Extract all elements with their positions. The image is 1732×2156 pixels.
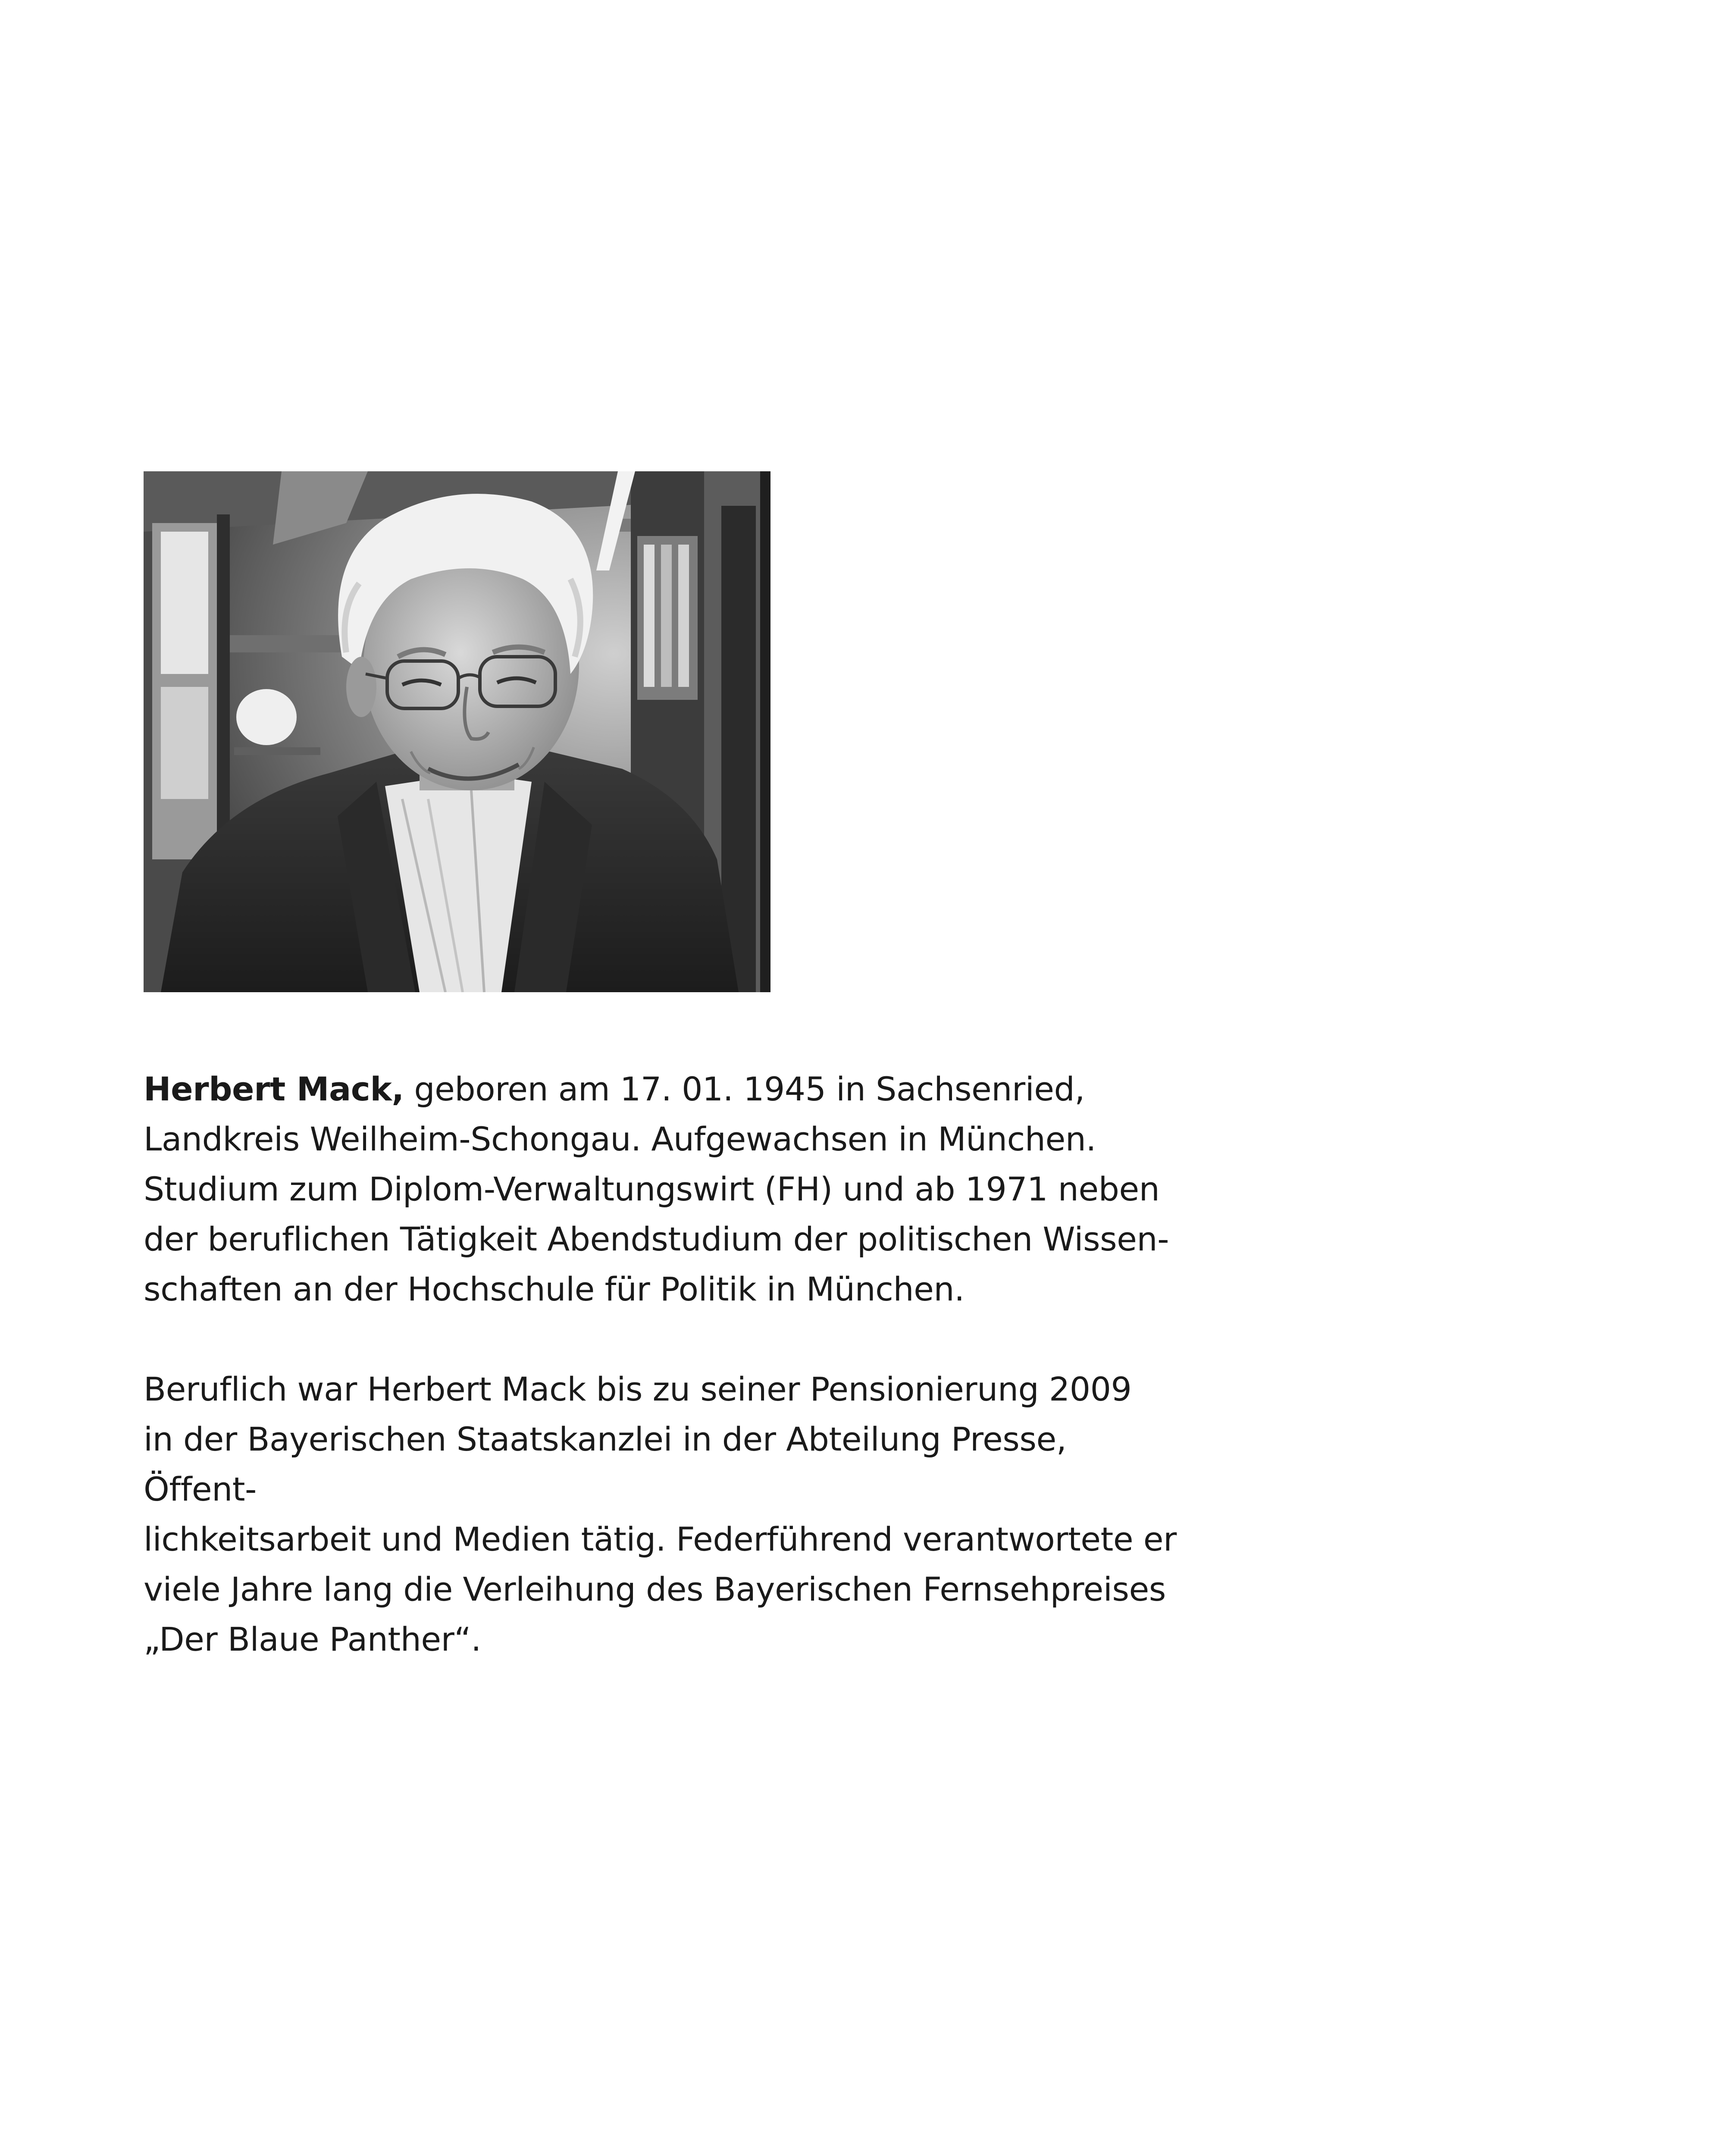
bio-paragraph-1 [144, 1064, 1187, 1314]
person-name: Herbert Mack, [144, 1070, 404, 1108]
bio-paragraph-2: Beruflich war Herbert Mack bis zu seiner Pensionierung 2009 in der Bayerischen Staatskanzlei in der Abteilung Presse, Öffent- lichkeitsarbeit und Medien tätig. Federführend verantwortete er viele Jahre lang die Verleihung des Bayerischen Fernsehpreises „Der Blaue Panther“. [144, 1370, 1177, 1658]
bio-paragraph-1-text: geboren am 17. 01. 1945 in Sachsenried, Landkreis Weilheim-Schongau. Aufgewachsen in München. Studium zum Diplom-Verwaltungswirt (FH) und ab 1971 neben der beruflichen Tätigkeit Abendstudium der politischen Wissen- schaften an der Hochschule für Politik in München. [144, 1070, 1169, 1308]
biography [144, 1064, 1187, 1664]
portrait-photo [144, 471, 770, 992]
portrait-illustration [144, 471, 770, 992]
